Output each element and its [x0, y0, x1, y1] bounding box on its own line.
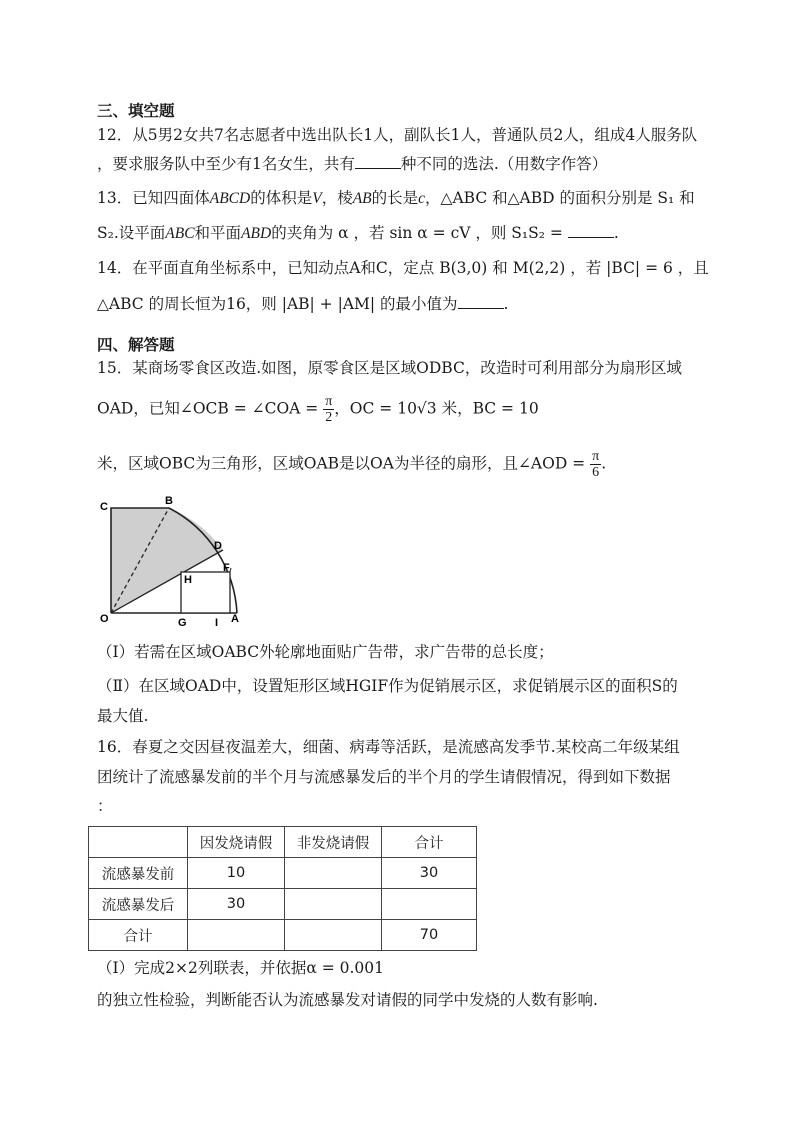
q14-line1: 14．在平面直角坐标系中，已知动点A和C，定点 B(3,0) 和 M(2,2) ，若 |BC| = 6 ，且 — [97, 259, 709, 277]
frac-numerator: π — [325, 394, 333, 409]
q13-t3: 的体积是 — [250, 189, 313, 207]
q14-line2 — [97, 293, 698, 315]
label-g: G — [178, 617, 187, 629]
q15-part2-line1: （Ⅱ）在区域OAD中，设置矩形区域HGIF作为促销展示区，求促销展示区的面积S的 — [97, 677, 678, 695]
q13-t2: ABCD — [209, 190, 251, 207]
q15-line3 — [97, 449, 698, 480]
q13-line2 — [97, 222, 698, 245]
q16-part1-line2: 的独立性检验，判断能否认为流感暴发对请假的同学中发烧的人数有影响. — [97, 991, 598, 1009]
table-row — [89, 920, 477, 951]
q12-line2 — [97, 153, 698, 175]
q13-t4: V — [312, 190, 322, 207]
q13-t13: ABD — [241, 225, 272, 242]
label-i: I — [215, 617, 219, 629]
q13-t14: 的夹角为 α ，若 sin α = cV ，则 S₁S₂ = — [271, 224, 568, 242]
q12-text-b: 种不同的选法.（用数字作答） — [400, 155, 608, 173]
sector-region-figure — [97, 492, 247, 630]
q14-text-a: △ABC 的周长恒为16，则 |AB| + |AM| 的最小值为 — [97, 295, 458, 313]
table-cell — [285, 858, 382, 889]
q12-text-a: ，要求服务队中至少有1名女生，共有 — [97, 155, 355, 173]
table-row — [89, 889, 477, 920]
table-cell: 10 — [188, 858, 285, 889]
q16-line1: 16．春夏之交因昼夜温差大，细菌、病毒等活跃，是流感高发季节.某校高二年级某组 — [97, 738, 680, 756]
q13-t6: AB — [352, 190, 372, 207]
q13-t12: 和平面 — [194, 224, 242, 242]
q13-line1 — [97, 187, 698, 210]
q15-part2-line2: 最大值. — [97, 707, 149, 725]
label-a: A — [231, 613, 239, 625]
label-f: F — [223, 562, 230, 574]
table-header-cell — [89, 827, 188, 858]
q12-answer-blank — [355, 154, 401, 169]
q13-t8: c — [418, 190, 426, 207]
q13-t9: ，△ABC 和△ABD 的面积分别是 S₁ 和 — [425, 189, 695, 207]
frac-numerator: π — [592, 449, 600, 464]
q12-line1: 12．从5男2女共7名志愿者中选出队长1人，副队长1人，普通队员2人，组成4人服务队 — [97, 126, 698, 144]
q16-part1-line1: （Ⅰ）完成2×2列联表，并依据α = 0.001 — [97, 959, 385, 977]
table-row — [89, 858, 477, 889]
q16-line2: 团统计了流感暴发前的半个月与流感暴发后的半个月的学生请假情况，得到如下数据 — [97, 768, 671, 786]
q15-line2 — [97, 394, 698, 425]
label-b: B — [165, 495, 173, 507]
table-header-cell: 合计 — [382, 827, 477, 858]
contingency-table — [88, 826, 477, 951]
q13-t5: ，棱 — [321, 189, 353, 207]
table-cell — [285, 889, 382, 920]
q14-answer-blank — [458, 294, 504, 309]
label-o: O — [100, 613, 109, 625]
table-cell: 流感暴发后 — [89, 889, 188, 920]
frac-denominator: 2 — [325, 410, 333, 425]
tick-f — [230, 568, 231, 572]
q15-text-d: . — [601, 454, 607, 473]
section-heading-fill-in: 三、填空题 — [97, 102, 175, 120]
fraction-pi-over-6 — [590, 449, 601, 480]
q13-t11: ABC — [165, 225, 195, 242]
q14-text-b: . — [503, 295, 509, 313]
q13-t1: 13．已知四面体 — [97, 189, 210, 207]
q16-line3: ： — [97, 797, 113, 815]
table-cell: 30 — [188, 889, 285, 920]
fraction-pi-over-2 — [323, 394, 334, 425]
q13-t15: . — [613, 224, 619, 242]
q15-part1: （Ⅰ）若需在区域OABC外轮廓地面贴广告带，求广告带的总长度； — [97, 643, 554, 661]
frac-denominator: 6 — [592, 465, 600, 480]
table-header-cell: 非发烧请假 — [285, 827, 382, 858]
q15-text-c: 米，区域OBC为三角形，区域OAB是以OA为半径的扇形，且∠AOD = — [97, 454, 591, 473]
table-header-row — [89, 827, 477, 858]
q15-line1: 15．某商场零食区改造.如图，原零食区是区域ODBC，改造时可利用部分为扇形区域 — [97, 359, 682, 377]
q15-text-b: ，OC = 10√3 米，BC = 10 — [334, 399, 539, 418]
table-cell — [188, 920, 285, 951]
q13-t7: 的长是 — [371, 189, 419, 207]
label-d: D — [214, 540, 222, 552]
q13-answer-blank — [568, 223, 614, 238]
label-h: H — [184, 574, 192, 586]
section-heading-solution: 四、解答题 — [97, 336, 175, 354]
table-cell: 30 — [382, 858, 477, 889]
table-cell — [382, 889, 477, 920]
table-cell — [285, 920, 382, 951]
table-header-cell: 因发烧请假 — [188, 827, 285, 858]
q15-text-a: OAD，已知∠OCB = ∠COA = — [97, 399, 324, 418]
q13-t10: S₂.设平面 — [97, 224, 166, 242]
table-cell: 流感暴发前 — [89, 858, 188, 889]
table-cell: 70 — [382, 920, 477, 951]
label-c: C — [100, 501, 108, 513]
table-cell: 合计 — [89, 920, 188, 951]
